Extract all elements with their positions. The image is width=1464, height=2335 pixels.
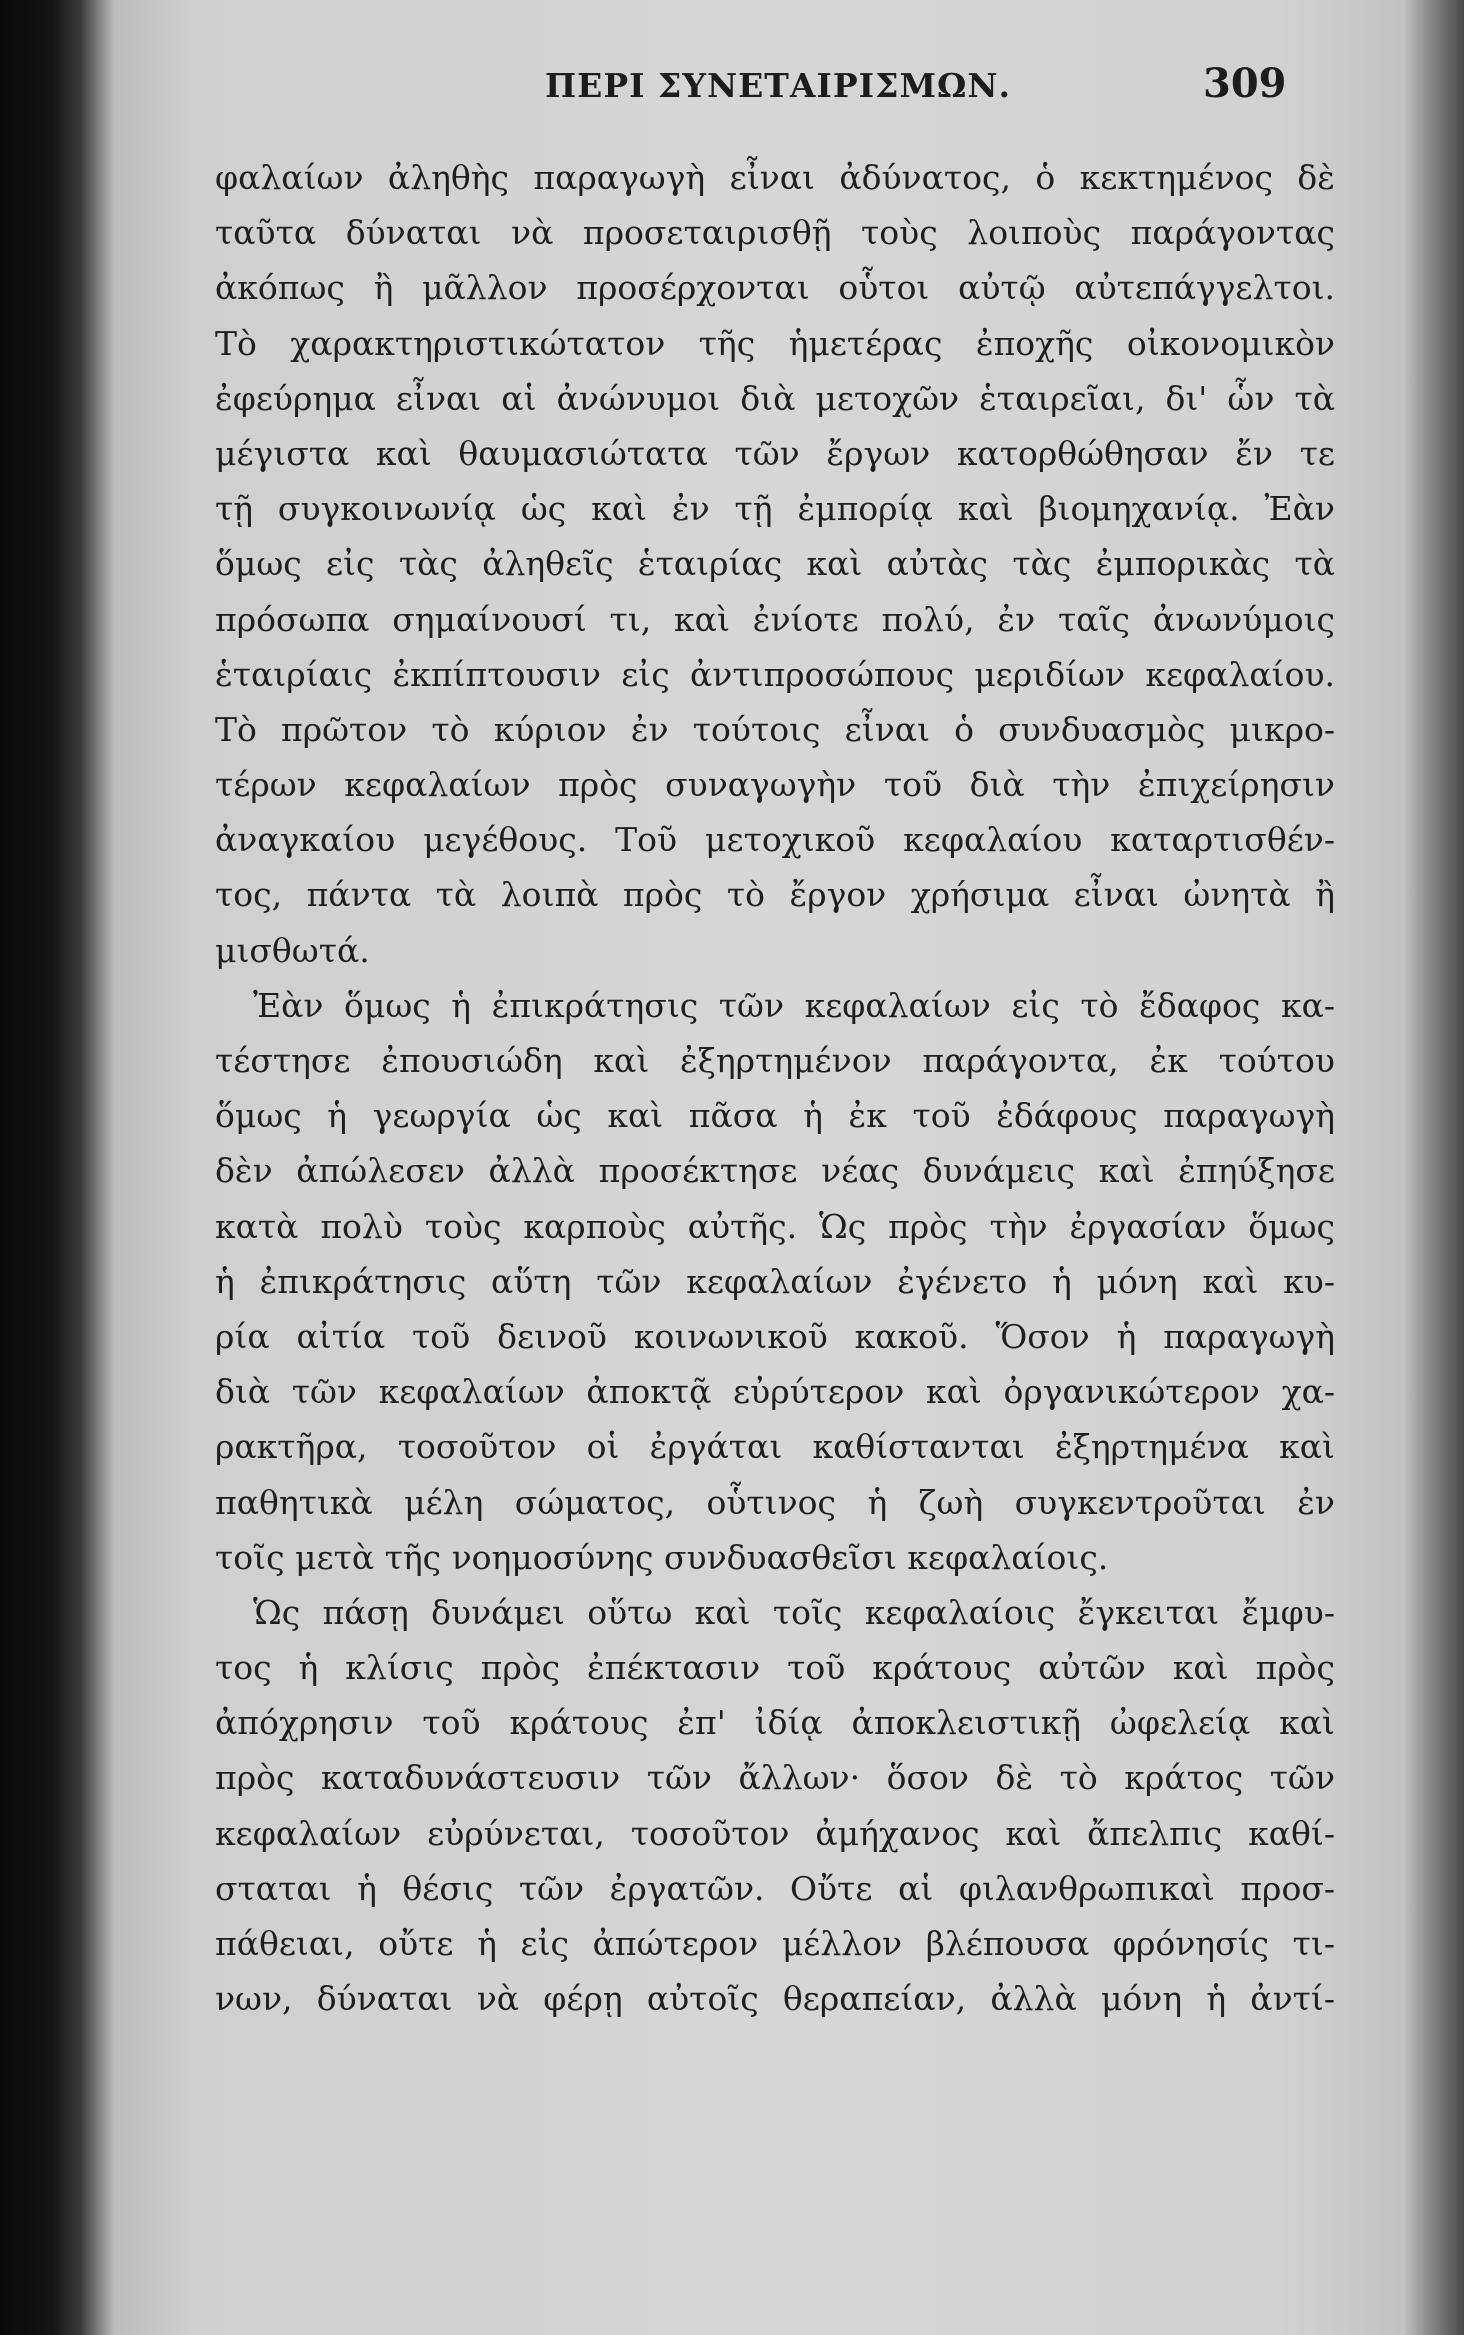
text-line: ἀναγκαίου μεγέθους. Τοῦ μετοχικοῦ κεφαλαίου καταρτισθέν- <box>215 820 1335 860</box>
text-line: φαλαίων ἀληθὴς παραγωγὴ εἶναι ἀδύνατος, ὁ κεκτημένος δὲ <box>215 158 1335 197</box>
text-line: Ἐὰν ὅμως ἡ ἐπικράτησις τῶν κεφαλαίων εἰς τὸ ἔδαφος κα- <box>253 985 1335 1025</box>
running-head-title: ΠΕΡΙ ΣΥΝΕΤΑΙΡΙΣΜΩΝ. <box>545 66 1011 105</box>
text-body <box>215 150 1335 2026</box>
book-page <box>115 0 1405 2335</box>
running-head <box>115 58 1405 118</box>
page-number: 309 <box>1203 60 1287 107</box>
text-line: τος, πάντα τὰ λοιπὰ πρὸς τὸ ἔργον χρήσιμα εἶναι ὠνητὰ ἢ <box>215 875 1335 915</box>
text-line: τέρων κεφαλαίων πρὸς συναγωγὴν τοῦ διὰ τὴν ἐπιχείρησιν <box>215 765 1335 805</box>
text-line: διὰ τῶν κεφαλαίων ἀποκτᾷ εὐρύτερον καὶ ὀργανικώτερον χα- <box>215 1372 1335 1412</box>
text-line: Τὸ χαρακτηριστικώτατον τῆς ἡμετέρας ἐποχῆς οἰκονομικὸν <box>215 323 1335 363</box>
text-line: ταῦτα δύναται νὰ προσεταιρισθῇ τοὺς λοιποὺς παράγοντας <box>215 213 1335 253</box>
text-line: ρακτῆρα, τοσοῦτον οἱ ἐργάται καθίστανται ἐξηρτημένα καὶ <box>215 1427 1335 1467</box>
text-line: Ὡς πάσῃ δυνάμει οὕτω καὶ τοῖς κεφαλαίοις ἔγκειται ἔμφυ- <box>253 1592 1335 1632</box>
text-line: τοῖς μετὰ τῆς νοημοσύνης συνδυασθεῖσι κεφαλαίοις. <box>215 1537 1109 1577</box>
text-line: πάθειαι, οὔτε ἡ εἰς ἀπώτερον μέλλον βλέπουσα φρόνησίς τι- <box>215 1924 1335 1963</box>
text-line: πρὸς καταδυνάστευσιν τῶν ἄλλων· ὅσον δὲ τὸ κράτος τῶν <box>215 1758 1335 1798</box>
text-line: Τὸ πρῶτον τὸ κύριον ἐν τούτοις εἶναι ὁ συνδυασμὸς μικρο- <box>215 709 1335 749</box>
text-line: ἐφεύρημα εἶναι αἱ ἀνώνυμοι διὰ μετοχῶν ἑταιρεῖαι, δι' ὧν τὰ <box>215 378 1335 418</box>
text-line: ἀκόπως ἢ μᾶλλον προσέρχονται οὗτοι αὐτῷ αὐτεπάγγελτοι. <box>215 268 1335 308</box>
text-line: κεφαλαίων εὐρύνεται, τοσοῦτον ἀμήχανος καὶ ἄπελπις καθί- <box>215 1813 1335 1853</box>
text-line: μέγιστα καὶ θαυμασιώτατα τῶν ἔργων κατορθώθησαν ἔν τε <box>215 433 1335 473</box>
text-line: τῇ συγκοινωνίᾳ ὡς καὶ ἐν τῇ ἐμπορίᾳ καὶ βιομηχανίᾳ. Ἐὰν <box>215 489 1335 529</box>
text-line: ἑταιρίαις ἐκπίπτουσιν εἰς ἀντιπροσώπους μεριδίων κεφαλαίου. <box>215 654 1335 694</box>
text-line: ὅμως ἡ γεωργία ὡς καὶ πᾶσα ἡ ἐκ τοῦ ἐδάφους παραγωγὴ <box>215 1096 1335 1136</box>
text-line: παθητικὰ μέλη σώματος, οὗτινος ἡ ζωὴ συγκεντροῦται ἐν <box>215 1482 1335 1522</box>
text-line: τος ἡ κλίσις πρὸς ἐπέκτασιν τοῦ κράτους αὐτῶν καὶ πρὸς <box>215 1648 1335 1688</box>
text-line: δὲν ἀπώλεσεν ἀλλὰ προσέκτησε νέας δυνάμεις καὶ ἐπηύξησε <box>215 1151 1335 1191</box>
text-line: ἀπόχρησιν τοῦ κράτους ἐπ' ἰδίᾳ ἀποκλειστικῇ ὠφελείᾳ καὶ <box>215 1703 1335 1743</box>
text-line: ρία αἰτία τοῦ δεινοῦ κοινωνικοῦ κακοῦ. Ὅσον ἡ παραγωγὴ <box>215 1316 1335 1356</box>
text-line: νων, δύναται νὰ φέρῃ αὐτοῖς θεραπείαν, ἀλλὰ μόνη ἡ ἀντί- <box>215 1979 1335 2019</box>
book-binding-shadow <box>0 0 115 2335</box>
text-line: ὅμως εἰς τὰς ἀληθεῖς ἑταιρίας καὶ αὐτὰς τὰς ἐμπορικὰς τὰ <box>215 544 1335 584</box>
text-line: κατὰ πολὺ τοὺς καρποὺς αὐτῆς. Ὡς πρὸς τὴν ἐργασίαν ὅμως <box>215 1206 1335 1246</box>
text-line: τέστησε ἐπουσιώδη καὶ ἐξηρτημένον παράγοντα, ἐκ τούτου <box>215 1041 1335 1080</box>
page-edge-shadow <box>1405 0 1464 2335</box>
text-line: πρόσωπα σημαίνουσί τι, καὶ ἐνίοτε πολύ, ἐν ταῖς ἀνωνύμοις <box>215 599 1335 639</box>
text-line: μισθωτά. <box>215 930 370 970</box>
text-line: ἡ ἐπικράτησις αὕτη τῶν κεφαλαίων ἐγένετο ἡ μόνη καὶ κυ- <box>215 1261 1335 1301</box>
text-line: σταται ἡ θέσις τῶν ἐργατῶν. Οὔτε αἱ φιλανθρωπικαὶ προσ- <box>215 1868 1335 1908</box>
